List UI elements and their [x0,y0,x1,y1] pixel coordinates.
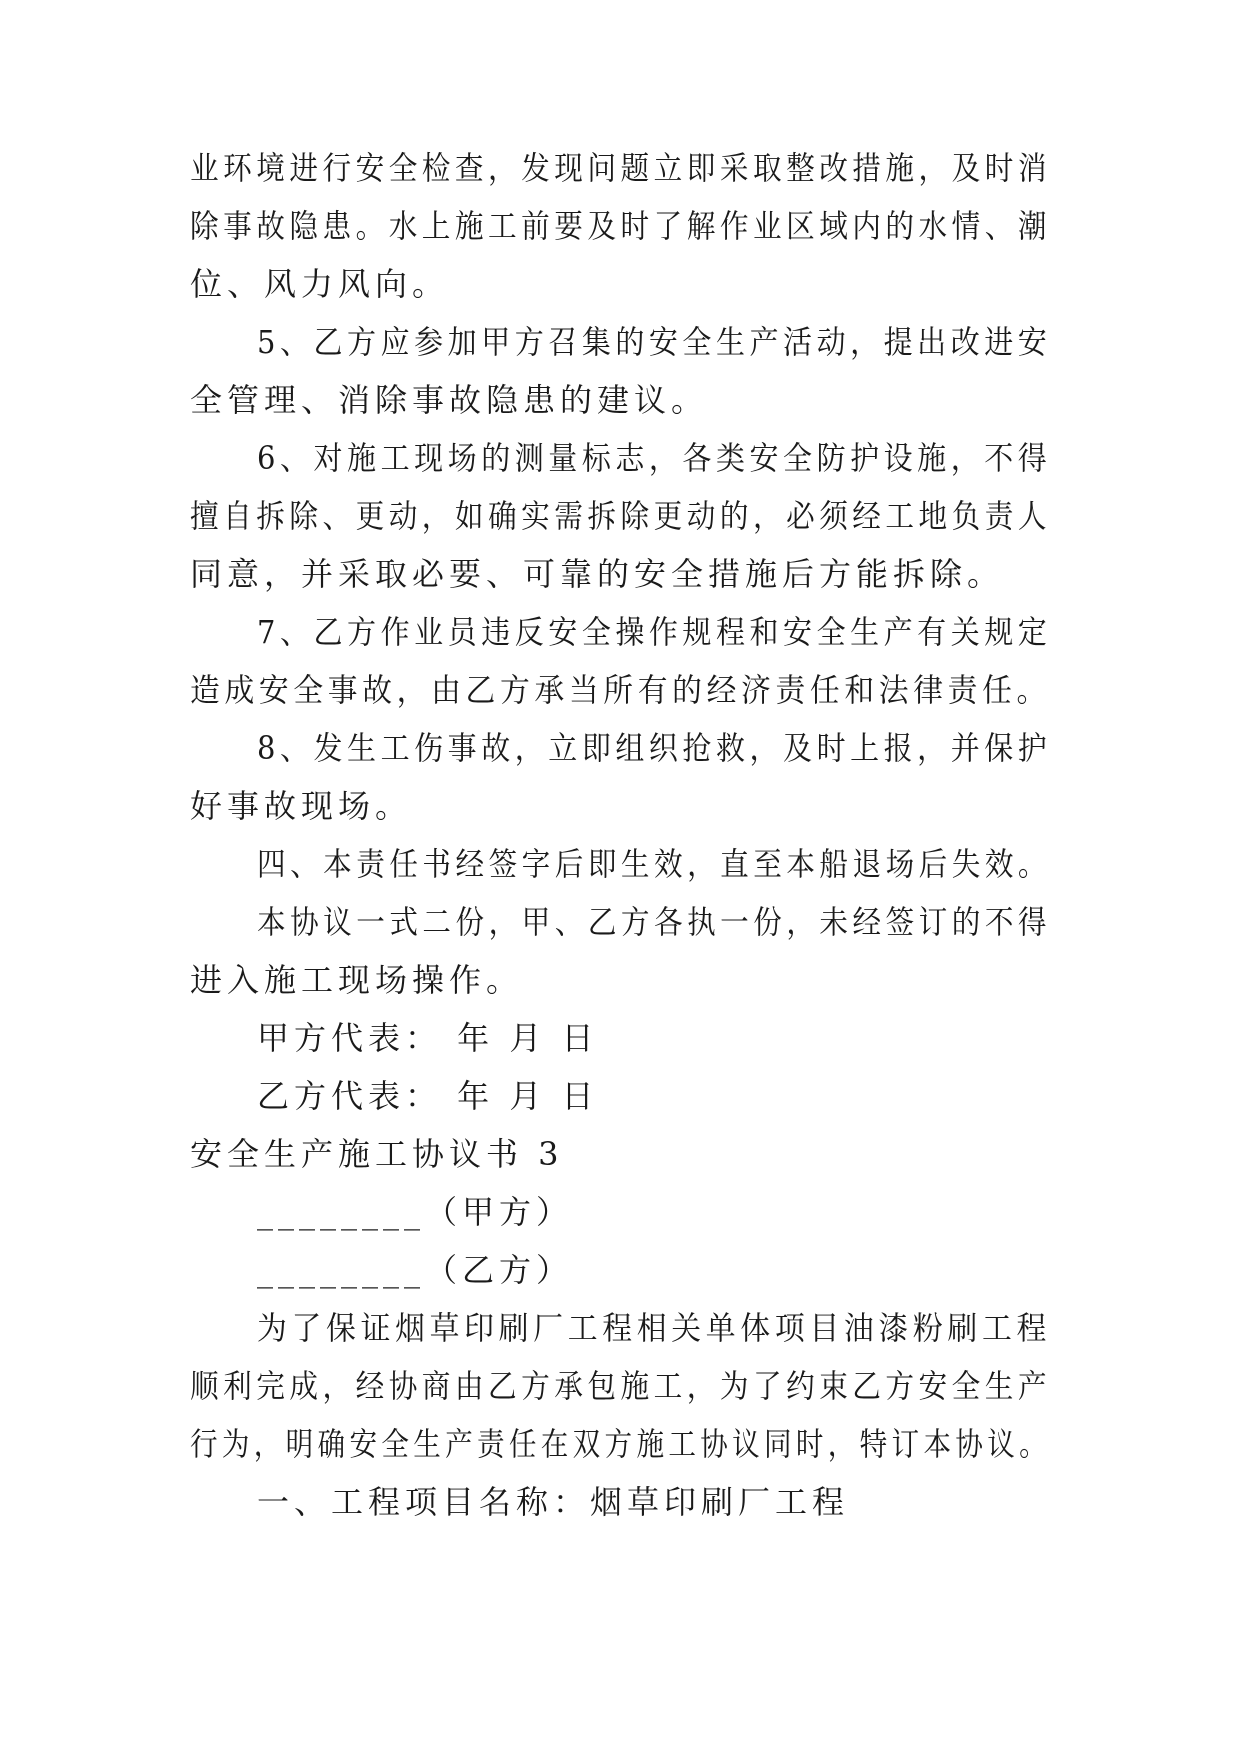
preamble-line: 顺利完成，经协商由乙方承包施工，为了约束乙方安全生产 [190,1367,1052,1405]
clause-6-line: 擅自拆除、更动，如确实需拆除更动的，必须经工地负责人 [190,497,1052,535]
preamble-line: 为了保证烟草印刷厂工程相关单体项目油漆粉刷工程 [257,1309,1052,1347]
body-text-line: 业环境进行安全检查，发现问题立即采取整改措施，及时消 [190,149,1052,187]
clause-5-line: 全管理、消除事故隐患的建议。 [190,381,709,419]
body-text-line: 位、风力风向。 [190,265,450,303]
preamble-line: 行为，明确安全生产责任在双方施工协议同时，特订本协议。 [190,1425,1052,1463]
agreement-heading: 安全生产施工协议书 3 [190,1135,564,1173]
section-4-line: 四、本责任书经签字后即生效，直至本船退场后失效。 [257,845,1052,883]
party-a-blank: ________（甲方） [257,1193,574,1231]
party-b-signature-line: 乙方代表： 年 月 日 [257,1077,599,1115]
clause-7-line: 造成安全事故，由乙方承当所有的经济责任和法律责任。 [190,671,1052,709]
clause-5-line: 5、乙方应参加甲方召集的安全生产活动，提出改进安 [257,323,1052,361]
party-a-signature-line: 甲方代表： 年 月 日 [257,1019,599,1057]
clause-7-line: 7、乙方作业员违反安全操作规程和安全生产有关规定 [257,613,1052,651]
body-text-line: 除事故隐患。水上施工前要及时了解作业区域内的水情、潮 [190,207,1052,245]
clause-8-line: 好事故现场。 [190,787,413,825]
clause-6-line: 同意，并采取必要、可靠的安全措施后方能拆除。 [190,555,1005,593]
clause-6-line: 6、对施工现场的测量标志，各类安全防护设施，不得 [257,439,1052,477]
copies-line: 进入施工现场操作。 [190,961,524,999]
party-b-blank: ________（乙方） [257,1251,574,1289]
clause-8-line: 8、发生工伤事故，立即组织抢救，及时上报，并保护 [257,729,1052,767]
project-name-line: 一、工程项目名称：烟草印刷厂工程 [257,1483,850,1521]
copies-line: 本协议一式二份，甲、乙方各执一份，未经签订的不得 [257,903,1052,941]
